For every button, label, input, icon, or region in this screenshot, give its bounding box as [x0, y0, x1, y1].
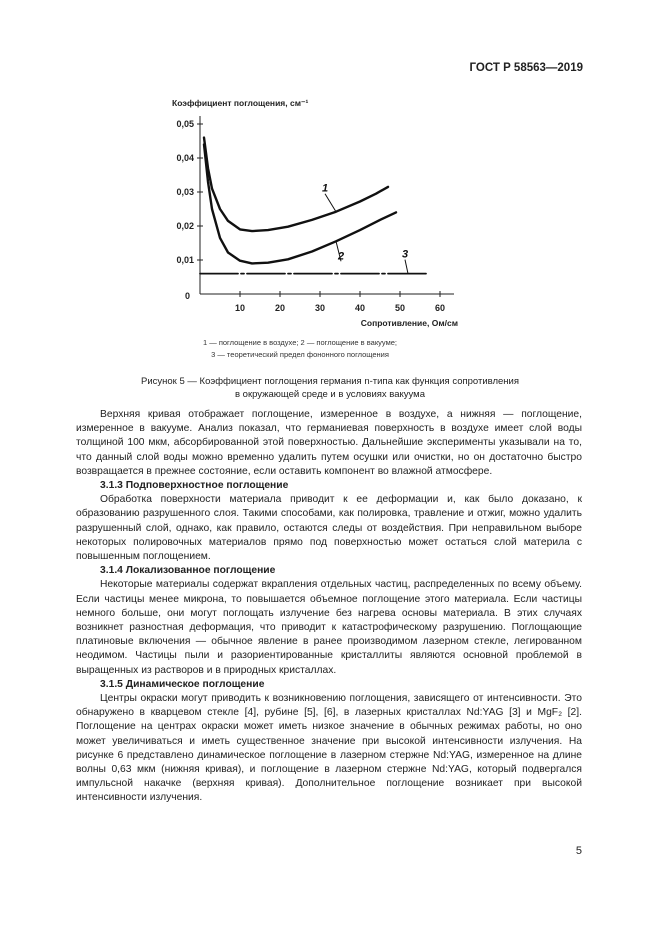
figure-legend-line-1: 1 — поглощение в воздухе; 2 — поглощение в вакууме;	[202, 338, 398, 347]
document-body	[76, 408, 582, 806]
y-axis-label: Коэффициент поглощения, см⁻¹	[172, 98, 309, 108]
section-heading: 3.1.4 Локализованное поглощение	[100, 565, 276, 577]
x-tick-label: 10	[234, 303, 246, 313]
figure-caption-line-1: Рисунок 5 — Коэффициент поглощения германия n-типа как функция сопротивления	[141, 376, 519, 387]
series-label: 2	[338, 250, 345, 263]
paragraph: Некоторые материалы содержат вкрапления отдельных частиц, распределенных по всему объему. Если частицы менее микрона, то повышается объемное поглощение этого материала. Если частицы немного больше, они могут поглощать излучение без нагрева основы материала. В этих случаях возникнет разностная деформация, что приводит к катастрофическому разрушению. Поглощающие платиновые включения — обычное явление в ранее производимом лазерном стекле, легированном неодимом. Частицы пыли и разориентированные кристаллиты являются основной проблемой в выращенных из растворов и в природных кристаллах.	[76, 579, 582, 676]
y-tick-label: 0,01	[176, 255, 194, 265]
y-tick-label: 0,03	[176, 187, 194, 197]
x-tick-label: 30	[314, 303, 326, 313]
paragraph: Верхняя кривая отображает поглощение, измеренное в воздухе, а нижняя — поглощение, измеренное в вакууме. Анализ показал, что германиевая поверхность в воздухе имеет слой воды толщиной 100 мкм, абсорбированной этой поверхностью. Дальнейшие эксперименты указывали на то, что данный слой воды можно временно удалить путем осушки или очистки, но он достаточно быстро возвращается в прежнее состояние, если оставить компонент во влажной атмосфере.	[76, 409, 582, 477]
series-line-1	[204, 138, 388, 232]
x-tick-label: 50	[394, 303, 406, 313]
x-tick-label: 20	[274, 303, 286, 313]
document-code: ГОСТ Р 58563—2019	[469, 62, 583, 74]
series-label: 1	[322, 182, 329, 195]
series-leader	[405, 260, 408, 274]
figure-caption-line-2: в окружающей среде и в условиях вакуума	[235, 389, 425, 400]
series-leader	[325, 194, 336, 212]
paragraph: Центры окраски могут приводить к возникновению поглощения, зависящего от интенсивности. Это обнаружено в кварцевом стекле [4], рубине [5], [6], в лазерных кристаллах Nd:YAG [3] и MgF₂ [2]. Поглощение на центрах окраски может иметь низкое значение в обычных режимах работы, но оно может увеличиваться и иметь существенное значение при высокой интенсивности излучения. На рисунке 6 представлено динамическое поглощение в лазерном стержне Nd:YAG, измеренное на длине волны 0,63 мкм (нижняя кривая), и поглощение в лазерном стержне Nd:YAG, который подвергался импульсной накачке (верхняя кривая). Дополнительное поглощение возникает при высокой интенсивности излучения.	[76, 693, 582, 804]
origin-label: 0	[184, 291, 190, 301]
absorption-chart	[160, 88, 480, 328]
x-tick-label: 60	[434, 303, 446, 313]
series-label: 3	[402, 248, 409, 261]
y-tick-label: 0,05	[176, 119, 194, 129]
y-tick-label: 0,02	[176, 221, 194, 231]
x-tick-label: 40	[354, 303, 366, 313]
page-number: 5	[575, 845, 582, 857]
series-line-2	[204, 144, 396, 263]
section-heading: 3.1.3 Подповерхностное поглощение	[100, 480, 289, 492]
chart-svg	[160, 88, 480, 328]
figure-legend-line-2: 3 — теоретический предел фононного поглощения	[211, 350, 389, 359]
y-tick-label: 0,04	[176, 153, 194, 163]
paragraph: Обработка поверхности материала приводит к ее деформации и, как было доказано, к образованию разрушенного слоя. Такими способами, как полировка, травление и отжиг, можно удалить разрушенный слой, однако, как правило, остаются следы от воздействия. При неправильном выборе некоторых полировочных материалов прямо под поверхностью может остаться слой материла с повышенным поглощением.	[76, 494, 582, 563]
x-axis-label: Сопротивление, Ом/см	[360, 318, 458, 328]
section-heading: 3.1.5 Динамическое поглощение	[100, 678, 265, 690]
